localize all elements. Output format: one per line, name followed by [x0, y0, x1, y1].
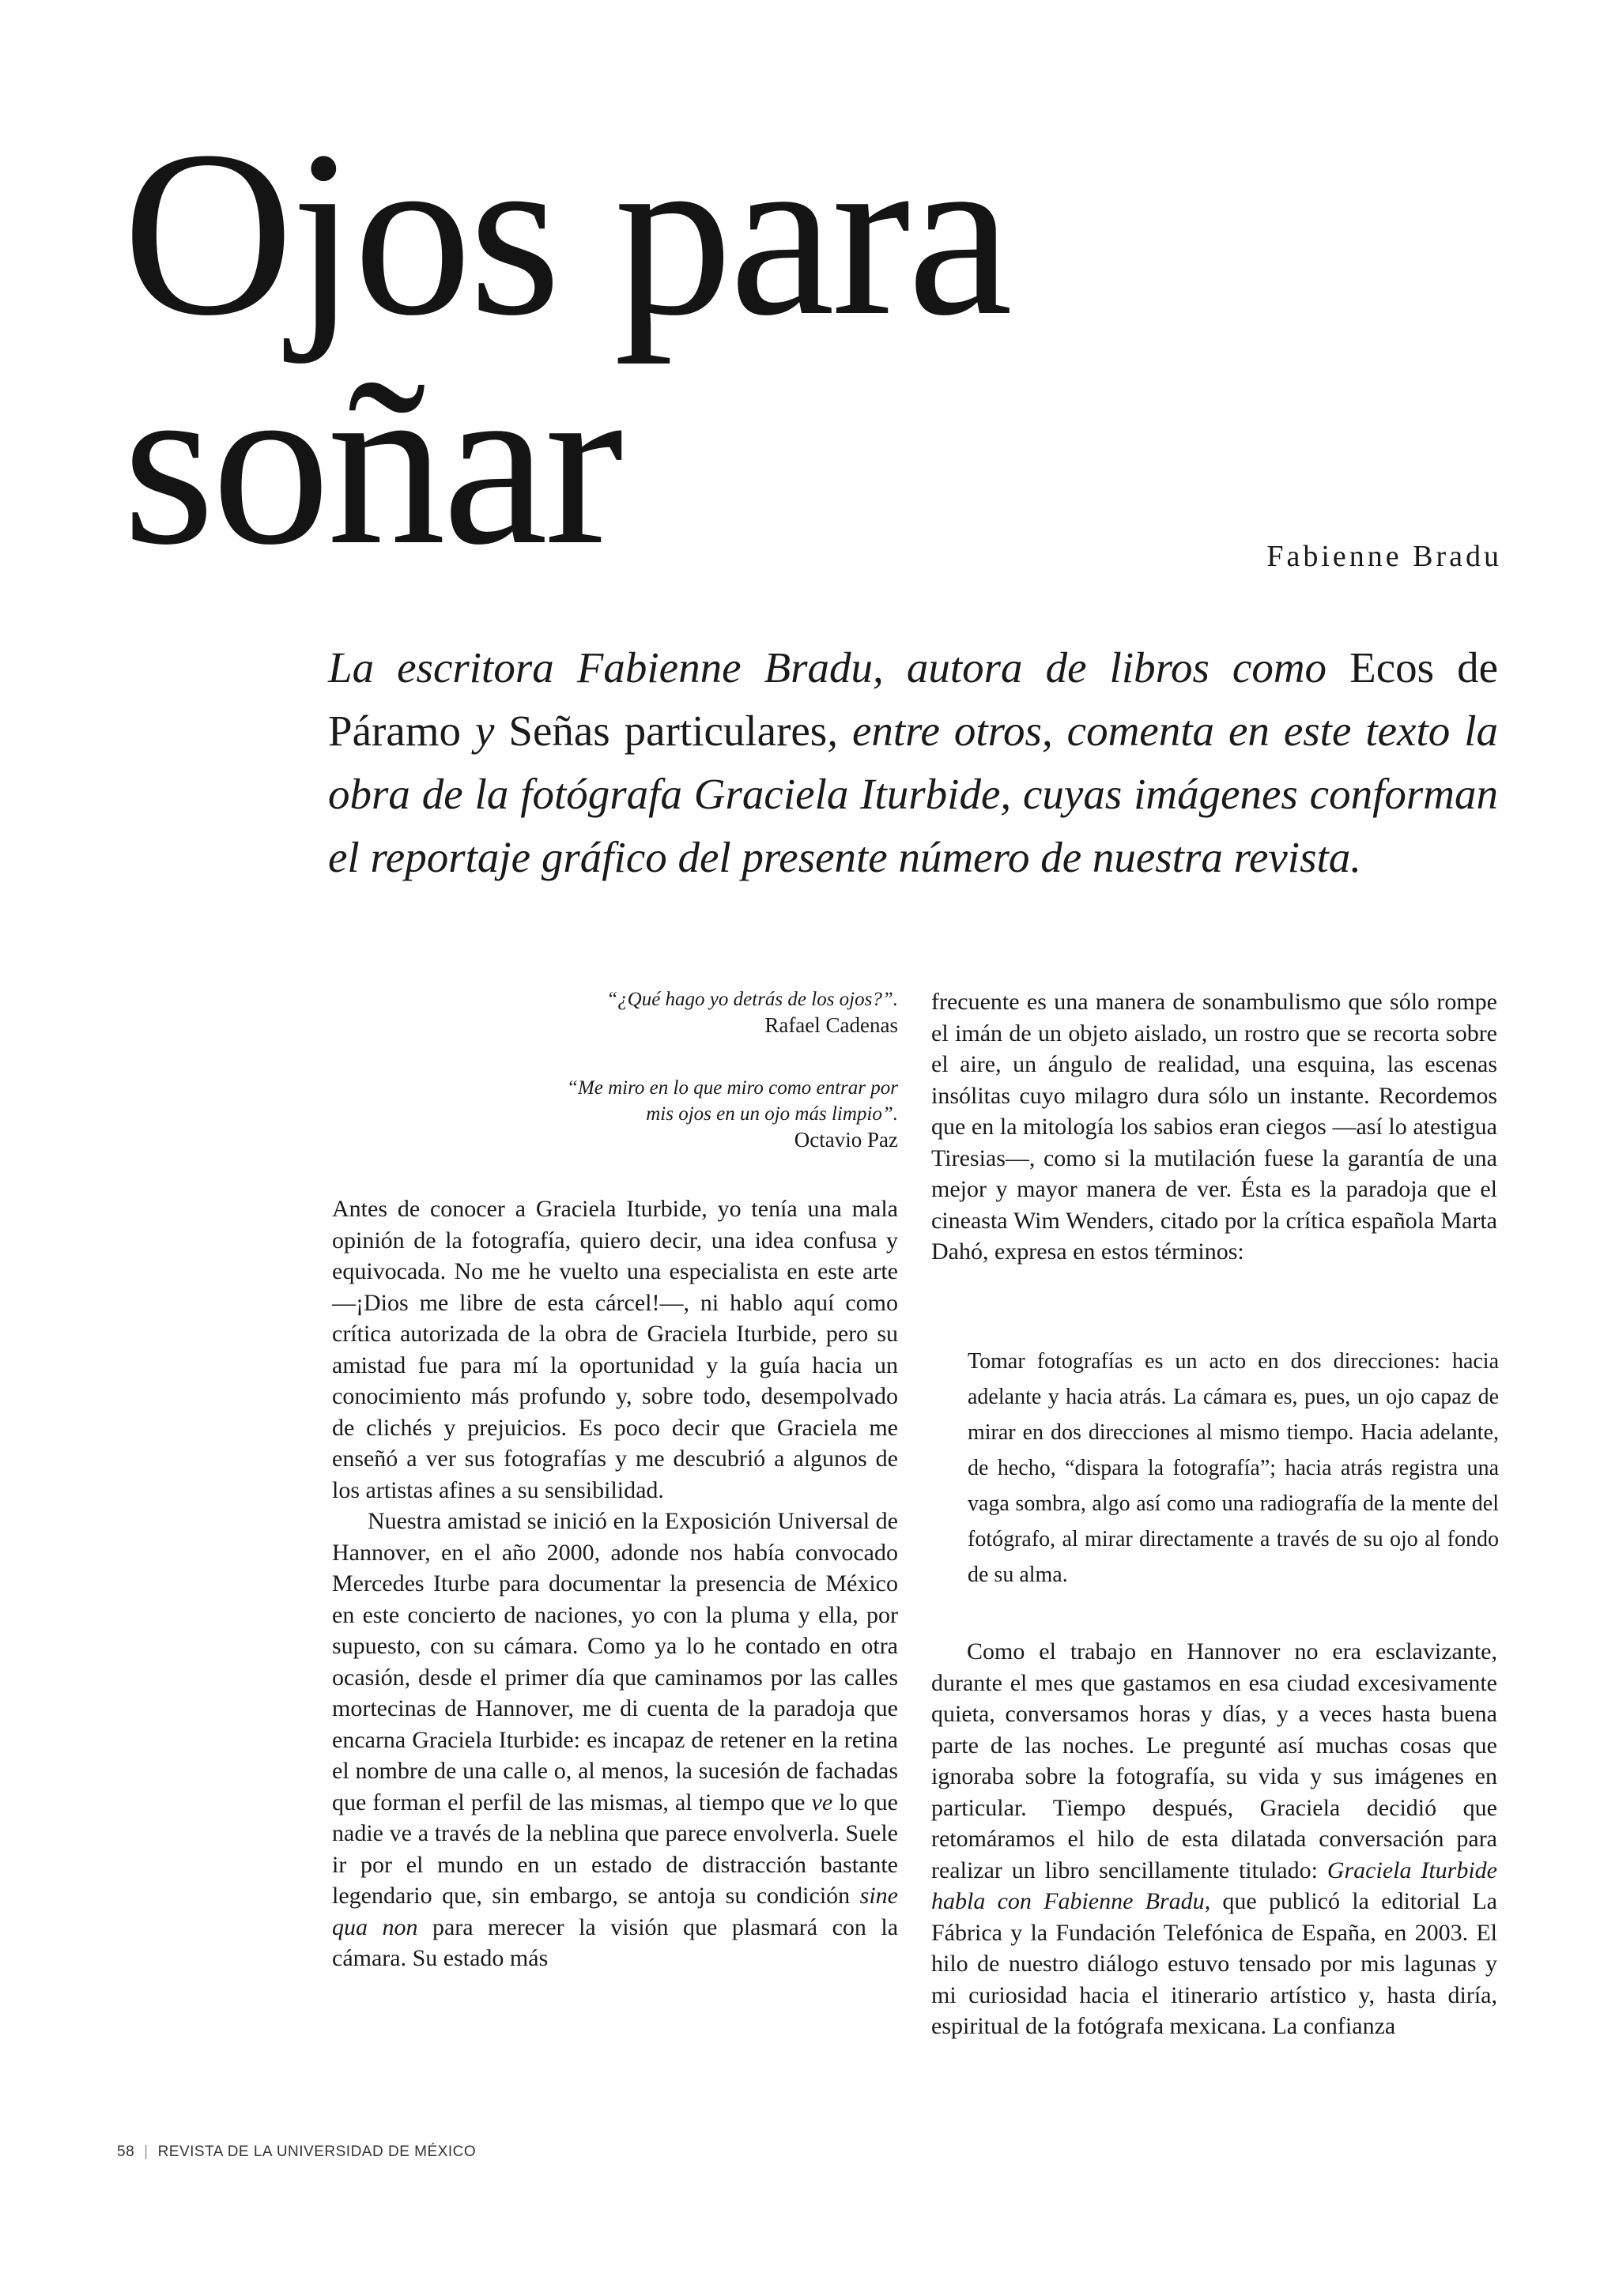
article-title [123, 102, 1010, 594]
epigraph-source: Octavio Paz [794, 1128, 898, 1152]
lede-book-1: Ecos de Páramo [328, 643, 1498, 755]
body-text: Como el trabajo en Hannover no era esclavizante, durante el mes que gastamos en esa ciudad excesivamente quieta, conversamos horas y días, y a veces hasta buena parte de las noches. Le pregunté así muchas cosas que ignoraba sobre la fotografía, su vida y sus imágenes en particular. Tiempo después, Graciela decidió que retomáramos el hilo de esta dilatada conversación para realizar un libro sencillamente titulado: [931, 1638, 1497, 1883]
lede-part-1: La escritora Fabienne Bradu, autora de libros como [328, 643, 1350, 692]
body-paragraph [931, 1636, 1497, 2042]
title-line-2: soñar [123, 331, 621, 594]
lede-paragraph [328, 636, 1498, 889]
epigraph-paz [538, 1075, 898, 1153]
body-text: lo que nadie ve a través de la neblina que parece envolverla. Suele ir por el mundo en un estado de distracción bastante legendario que, sin embargo, se antoja su condición [332, 1789, 898, 1909]
book-title-emphasis: Graciela Iturbide habla con Fabienne Bradu [931, 1857, 1497, 1914]
body-column-left [332, 1193, 898, 1974]
body-column-right-continued [931, 1636, 1497, 2042]
journal-name: REVISTA DE LA UNIVERSIDAD DE MÉXICO [157, 2143, 477, 2160]
body-paragraph [332, 1506, 898, 1974]
footer-separator: | [144, 2143, 149, 2160]
epigraph-cadenas [538, 986, 898, 1039]
body-paragraph: Antes de conocer a Graciela Iturbide, yo tenía una mala opinión de la fotografía, quiero decir, una idea confusa y equivocada. No me he vuelto una especialista en este arte —¡Dios me libre de esta cárcel!—, ni hablo aquí como crítica autorizada de la obra de Graciela Iturbide, pero su amistad fue para mí la oportunidad y la guía hacia un conocimiento más profundo y, sobre todo, desempolvado de clichés y prejuicios. Es poco decir que Graciela me enseñó a ver sus fotografías y me descubrió a algunos de los artistas afines a su sensibilidad. [332, 1196, 898, 1503]
body-column-right [931, 986, 1497, 1268]
block-quote-wenders: Tomar fotografías es un acto en dos direcciones: hacia adelante y hacia atrás. La cámara es, pues, un ojo capaz de mirar en dos direcciones al mismo tiempo. Hacia adelante, de hecho, “dispara la fotografía”; hacia atrás registra una vaga sombra, algo así como una radiografía de la mente del fotógrafo, al mirar directamente a través de su ojo al fondo de su alma. [968, 1349, 1499, 1587]
title-line-1: Ojos para [123, 102, 1010, 364]
body-paragraph: frecuente es una manera de sonambulismo que sólo rompe el imán de un objeto aislado, un rostro que se recorta sobre el aire, un ángulo de realidad, una esquina, las escenas insólitas cuyo milagro dura sólo un instante. Recordemos que en la mitología los sabios eran ciegos —así lo atestigua Tiresias—, como si la mutilación fuese la garantía de una mejor y mayor manera de ver. Ésta es la paradoja que el cineasta Wim Wenders, citado por la crítica española Marta Dahó, expresa en estos términos: [931, 989, 1497, 1265]
author-byline: Fabienne Bradu [1266, 540, 1502, 573]
body-emphasis: sine qua non [332, 1883, 898, 1940]
body-text: , que publicó la editorial La Fábrica y la Fundación Telefónica de España, en 2003. El hilo de nuestro diálogo estuvo tensado por mis lagunas y mi curiosidad hacia el itinerario artístico y, hasta diría, espiritual de la fotógrafa mexicana. La confianza [931, 1888, 1497, 2039]
lede-part-2: y [461, 707, 509, 755]
body-text: para merecer la visión que plasmará con la cámara. Su estado más [332, 1913, 899, 1971]
body-text: Nuestra amistad se inició en la Exposición Universal de Hannover, en el año 2000, adonde nos había convocado Mercedes Iturbe para documentar la presencia de México en este concierto de naciones, yo con la pluma y ella, por supuesto, con su cámara. Como ya lo he contado en otra ocasión, desde el primer día que caminamos por las calles mortecinas de Hannover, me di cuenta de la paradoja que encarna Graciela Iturbide: es incapaz de retener en la retina el nombre de una calle o, al menos, la sucesión de fachadas que forman el perfil de las mismas, al tiempo que [332, 1508, 898, 1815]
epigraph-source: Rafael Cadenas [764, 1013, 898, 1037]
page-footer [117, 2143, 476, 2161]
page-number: 58 [117, 2143, 135, 2160]
lede-part-3: , entre otros, comenta en este texto la obra de la fotógrafa Graciela Iturbide, cuyas imágenes conforman el reportaje gráfico del presente número de nuestra revista. [328, 707, 1498, 881]
epigraph-quote: “¿Qué hago yo detrás de los ojos?”. [606, 989, 898, 1010]
epigraph-quote: “Me miro en lo que miro como entrar por mis ojos en un ojo más limpio”. [567, 1077, 898, 1125]
body-emphasis: ve [811, 1789, 833, 1815]
lede-book-2: Señas particulares [508, 707, 828, 755]
